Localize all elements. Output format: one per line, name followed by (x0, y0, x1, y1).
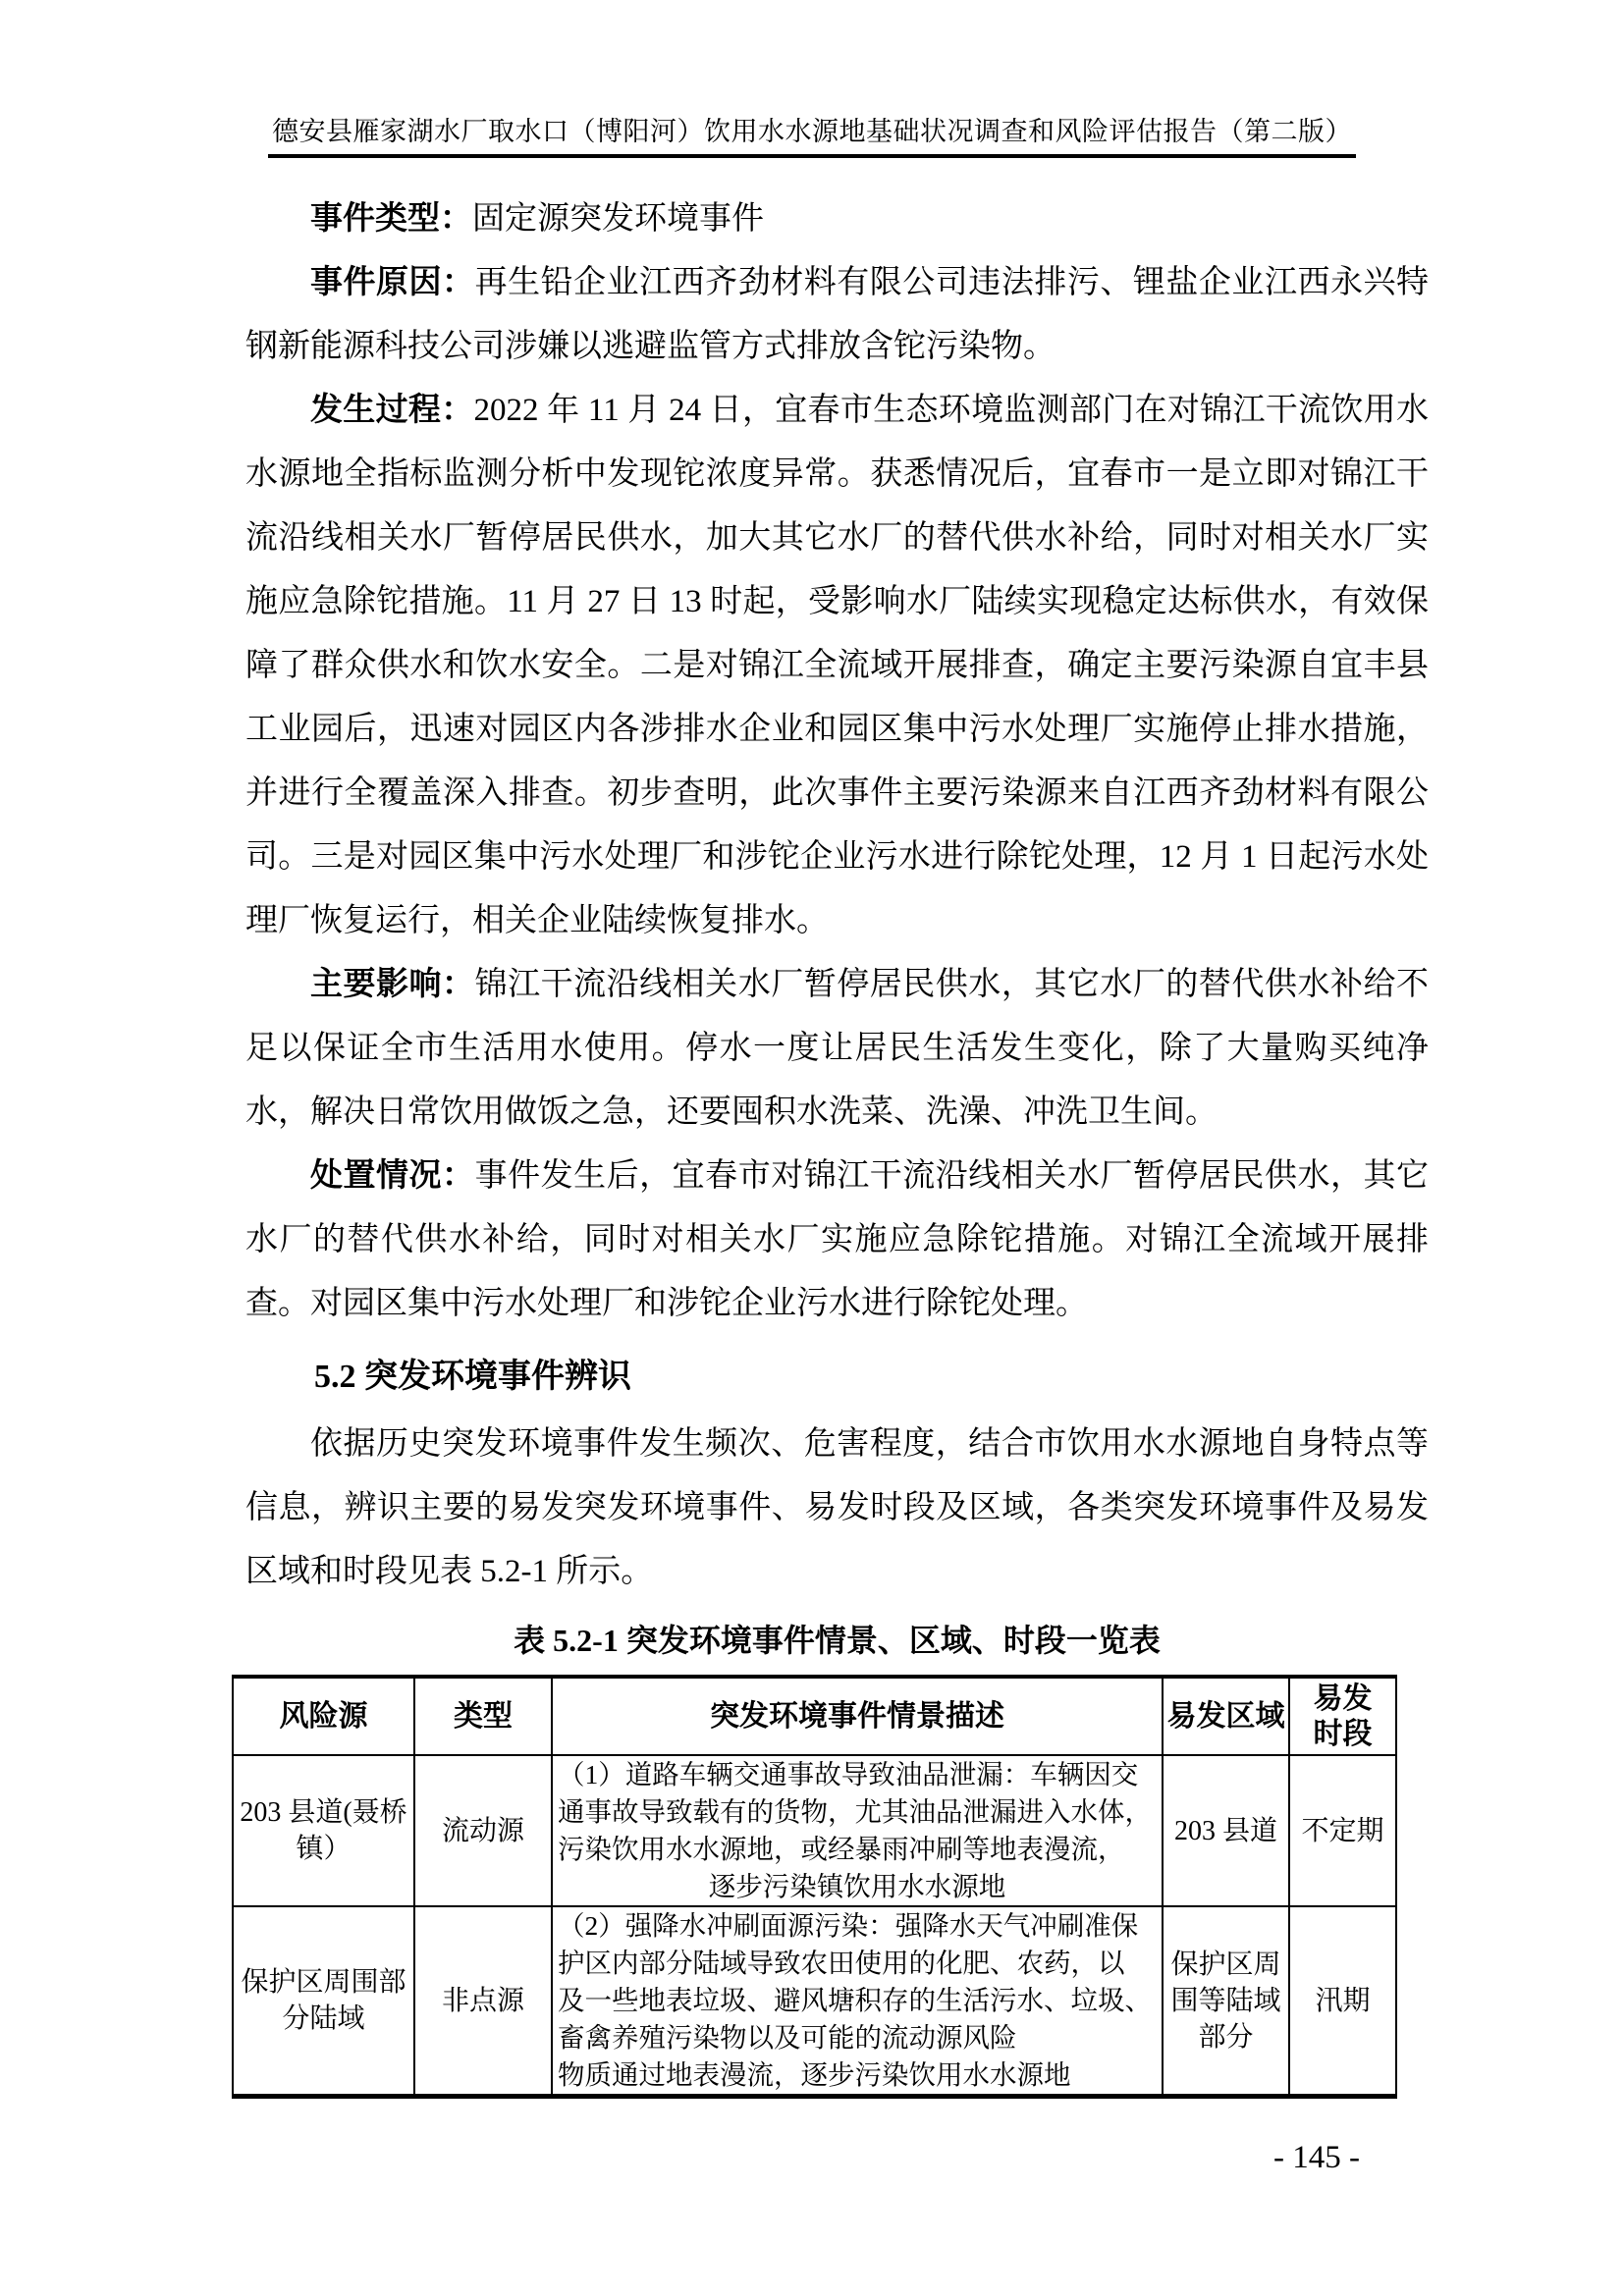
header-prone-period: 易发时段 (1289, 1677, 1396, 1755)
header-prone-region: 易发区域 (1163, 1677, 1289, 1755)
scenario-line: （1）道路车辆交通事故导致油品泄漏：车辆因交 (558, 1759, 1139, 1789)
scenario-line: （2）强降水冲刷面源污染：强降水天气冲刷准保 (558, 1910, 1139, 1941)
paragraph-text: 2022 年 11 月 24 日，宜春市生态环境监测部门在对锦江干流饮用水水源地全指标监测分析中发现铊浓度异常。获悉情况后，宜春市一是立即对锦江干流沿线相关水厂暂停居民供水，加大其它水厂的替代供水补给，同时对相关水厂实施应急除铊措施。11 月 27 日 13 时起，受影响水厂陆续实现稳定达标供水，有效保障了群众供水和饮水安全。二是对锦江全流域开展排查，确定主要污染源自宜丰县工业园后，迅速对园区内各涉排水企业和园区集中污水处理厂实施停止排水措施，并进行全覆盖深入排查。初步查明，此次事件主要污染源来自江西齐劲材料有限公司。三是对园区集中污水处理厂和涉铊企业污水进行除铊处理，12 月 1 日起污水处理厂恢复运行，相关企业陆续恢复排水。 (245, 393, 1429, 938)
paragraph-label: 发生过程： (310, 393, 474, 428)
paragraph-main-impact (245, 953, 1429, 1145)
table-caption: 表 5.2-1 突发环境事件情景、区域、时段一览表 (514, 1623, 1161, 1658)
scenario-line: 物质通过地表漫流，逐步污染饮用水水源地 (558, 2059, 1071, 2090)
page-header (0, 0, 1624, 158)
paragraph-label: 事件类型： (310, 201, 472, 237)
header-type: 类型 (414, 1677, 552, 1755)
table-row (233, 1755, 1396, 1906)
scenario-line: 通事故导致载有的货物，尤其油品泄漏进入水体， (558, 1796, 1152, 1827)
paragraph-text: 事件发生后，宜春市对锦江干流沿线相关水厂暂停居民供水，其它水厂的替代供水补给，同时对相关水厂实施应急除铊措施。对锦江全流域开展排查。对园区集中污水处理厂和涉铊企业污水进行除铊处理。 (245, 1158, 1430, 1321)
paragraph-event-type (245, 187, 1429, 251)
paragraph-text: 锦江干流沿线相关水厂暂停居民供水，其它水厂的替代供水补给不足以保证全市生活用水使用。停水一度让居民生活发生变化，除了大量购买纯净水，解决日常饮用做饭之急，还要囤积水洗菜、洗澡、冲洗卫生间。 (245, 967, 1430, 1130)
cell-type: 流动源 (414, 1755, 552, 1906)
cell-type: 非点源 (414, 1906, 552, 2097)
paragraph-text: 再生铅企业江西齐劲材料有限公司违法排污、锂盐企业江西永兴特钢新能源科技公司涉嫌以逃避监管方式排放含铊污染物。 (245, 265, 1430, 364)
scenario-line: 逐步污染镇饮用水水源地 (708, 1871, 1006, 1901)
paragraph-event-process (245, 379, 1429, 953)
page-number: - 145 - (1273, 2140, 1360, 2175)
scenario-line: 及一些地表垃圾、避风塘积存的生活污水、垃圾、 (558, 1985, 1152, 2015)
cell-risk-source: 保护区周围部分陆域 (233, 1906, 414, 2097)
paragraph-label: 主要影响： (310, 967, 475, 1002)
cell-prone-region: 203 县道 (1163, 1755, 1289, 1906)
paragraph-disposal (245, 1145, 1429, 1336)
scenario-line: 畜禽养殖污染物以及可能的流动源风险 (558, 2022, 1017, 2053)
risk-scenario-table (232, 1675, 1397, 2099)
cell-prone-period: 不定期 (1289, 1755, 1396, 1906)
scenario-line: 污染饮用水水源地，或经暴雨冲刷等地表漫流， (558, 1834, 1125, 1864)
table-header-row (233, 1677, 1396, 1755)
paragraph-label: 事件原因： (310, 265, 475, 300)
header-scenario-description: 突发环境事件情景描述 (552, 1677, 1163, 1755)
cell-risk-source: 203 县道(聂桥镇） (233, 1755, 414, 1906)
paragraph-label: 处置情况： (310, 1158, 475, 1194)
cell-prone-region: 保护区周围等陆域部分 (1163, 1906, 1289, 2097)
cell-scenario-description (552, 1755, 1163, 1906)
paragraph-event-cause (245, 251, 1429, 379)
section-heading-5-2: 5.2 突发环境事件辨识 (314, 1359, 631, 1395)
paragraph-text: 固定源突发环境事件 (472, 201, 764, 237)
table-row (233, 1906, 1396, 2097)
report-title: 德安县雁家湖水厂取水口（博阳河）饮用水水源地基础状况调查和风险评估报告（第二版） (268, 110, 1356, 158)
scenario-line: 护区内部分陆域导致农田使用的化肥、农药，以 (558, 1948, 1125, 1978)
cell-prone-period: 汛期 (1289, 1906, 1396, 2097)
cell-scenario-description (552, 1906, 1163, 2097)
header-risk-source: 风险源 (233, 1677, 414, 1755)
page-content (240, 187, 1430, 2099)
paragraph-section-intro: 依据历史突发环境事件发生频次、危害程度，结合市饮用水水源地自身特点等信息，辨识主要的易发突发环境事件、易发时段及区域，各类突发环境事件及易发区域和时段见表 5.2-1 所示。 (245, 1426, 1429, 1589)
